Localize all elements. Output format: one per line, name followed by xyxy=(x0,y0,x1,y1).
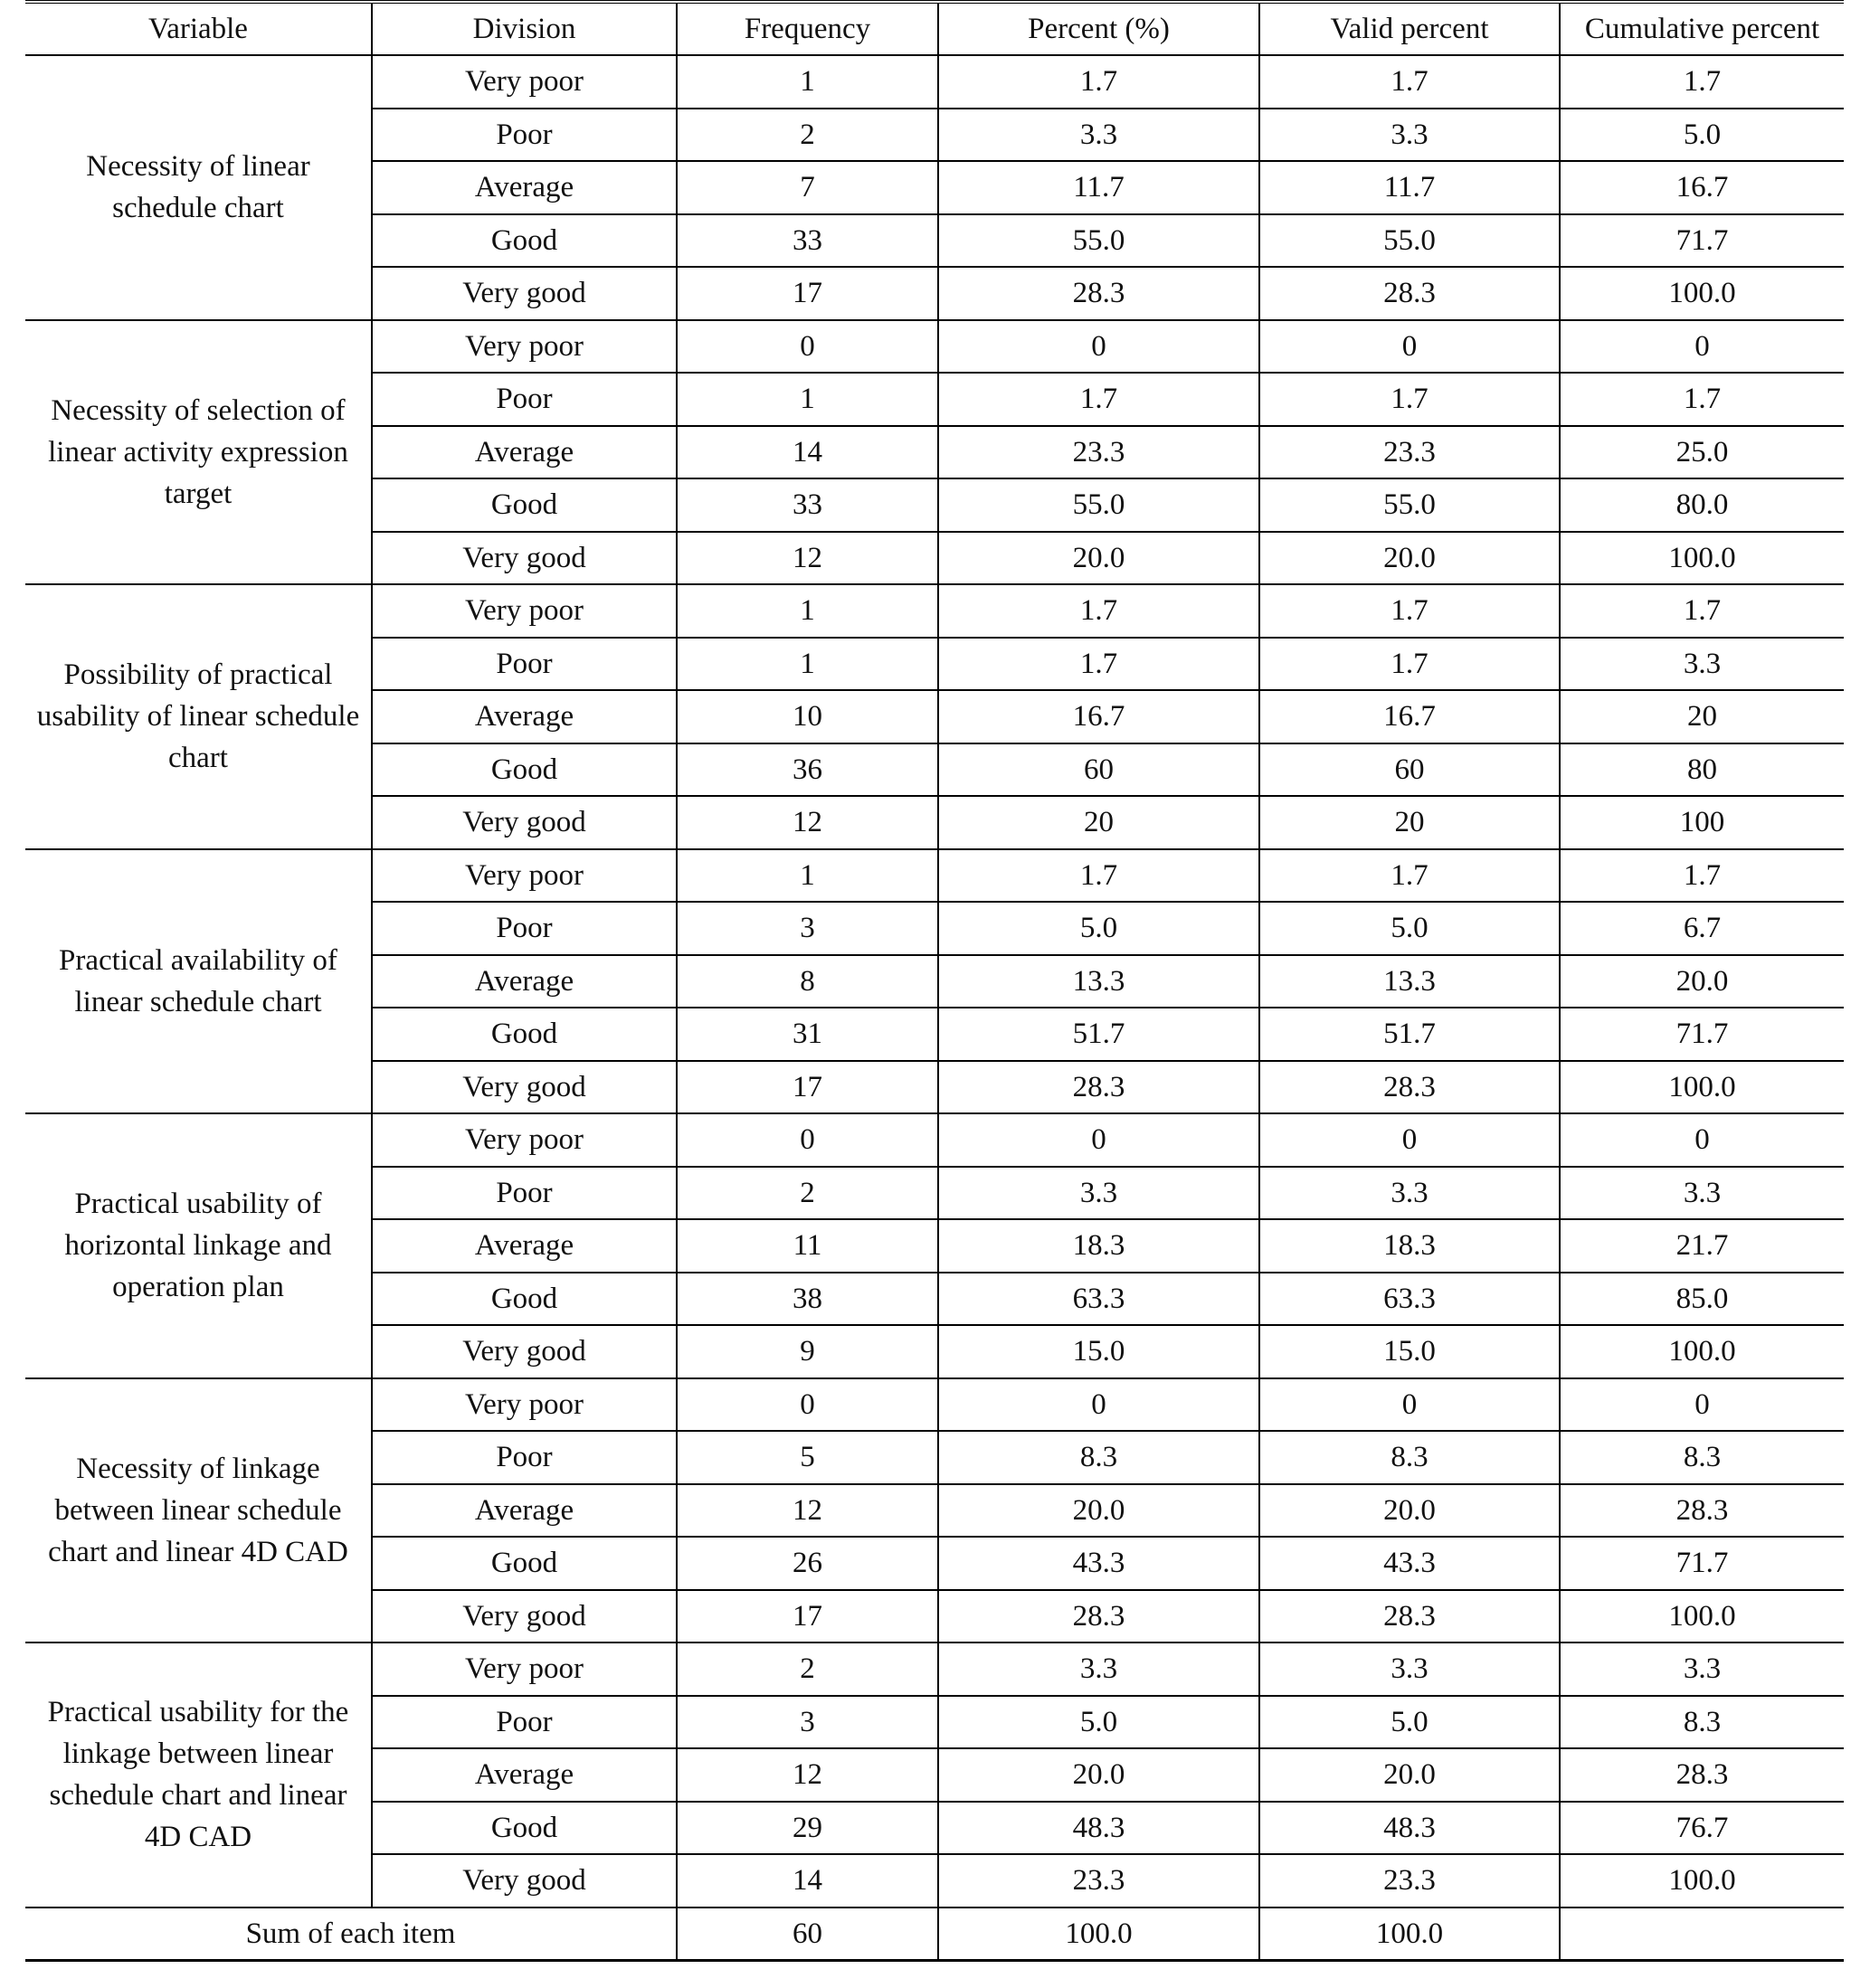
frequency-cell: 1 xyxy=(677,584,938,638)
frequency-cell: 10 xyxy=(677,690,938,743)
valid-percent-cell: 63.3 xyxy=(1259,1273,1560,1326)
division-cell: Very poor xyxy=(372,849,677,903)
cumulative-percent-cell: 0 xyxy=(1560,320,1844,374)
cumulative-percent-cell: 5.0 xyxy=(1560,109,1844,162)
percent-cell: 20.0 xyxy=(938,1484,1259,1538)
cumulative-percent-cell: 0 xyxy=(1560,1378,1844,1432)
percent-cell: 16.7 xyxy=(938,690,1259,743)
valid-percent-cell: 3.3 xyxy=(1259,109,1560,162)
valid-percent-cell: 1.7 xyxy=(1259,638,1560,691)
percent-cell: 63.3 xyxy=(938,1273,1259,1326)
frequency-cell: 8 xyxy=(677,955,938,1008)
cumulative-percent-cell: 71.7 xyxy=(1560,214,1844,268)
valid-percent-cell: 18.3 xyxy=(1259,1219,1560,1273)
cumulative-percent-cell: 25.0 xyxy=(1560,426,1844,479)
cumulative-percent-cell: 20.0 xyxy=(1560,955,1844,1008)
division-cell: Average xyxy=(372,1484,677,1538)
cumulative-percent-cell: 100.0 xyxy=(1560,532,1844,585)
division-cell: Very good xyxy=(372,267,677,320)
frequency-cell: 1 xyxy=(677,373,938,426)
table-row xyxy=(25,55,1844,109)
percent-cell: 0 xyxy=(938,1378,1259,1432)
frequency-cell: 12 xyxy=(677,1484,938,1538)
valid-percent-cell: 20.0 xyxy=(1259,1484,1560,1538)
percent-cell: 1.7 xyxy=(938,849,1259,903)
frequency-cell: 2 xyxy=(677,109,938,162)
percent-cell: 20 xyxy=(938,796,1259,849)
cumulative-percent-cell: 80.0 xyxy=(1560,478,1844,532)
cumulative-percent-cell: 100 xyxy=(1560,796,1844,849)
sum-percent: 100.0 xyxy=(938,1908,1259,1961)
valid-percent-cell: 1.7 xyxy=(1259,373,1560,426)
frequency-cell: 17 xyxy=(677,1061,938,1114)
division-cell: Poor xyxy=(372,373,677,426)
division-cell: Good xyxy=(372,478,677,532)
percent-cell: 55.0 xyxy=(938,478,1259,532)
percent-cell: 60 xyxy=(938,743,1259,797)
division-cell: Poor xyxy=(372,638,677,691)
variable-cell: Practical usability for the linkage between linear schedule chart and linear 4D CAD xyxy=(25,1642,372,1908)
percent-cell: 1.7 xyxy=(938,584,1259,638)
cumulative-percent-cell: 16.7 xyxy=(1560,161,1844,214)
division-cell: Good xyxy=(372,743,677,797)
valid-percent-cell: 15.0 xyxy=(1259,1325,1560,1378)
table-row xyxy=(25,1378,1844,1432)
valid-percent-cell: 0 xyxy=(1259,1378,1560,1432)
division-cell: Very good xyxy=(372,1854,677,1908)
division-cell: Very good xyxy=(372,1590,677,1643)
division-cell: Very good xyxy=(372,532,677,585)
valid-percent-cell: 8.3 xyxy=(1259,1431,1560,1484)
table-row xyxy=(25,1113,1844,1167)
division-cell: Poor xyxy=(372,1167,677,1220)
valid-percent-cell: 43.3 xyxy=(1259,1537,1560,1590)
frequency-cell: 1 xyxy=(677,55,938,109)
header-percent: Percent (%) xyxy=(938,2,1259,55)
header-frequency: Frequency xyxy=(677,2,938,55)
variable-cell: Possibility of practical usability of linear schedule chart xyxy=(25,584,372,849)
frequency-cell: 33 xyxy=(677,214,938,268)
variable-cell: Practical usability of horizontal linkage and operation plan xyxy=(25,1113,372,1378)
cumulative-percent-cell: 3.3 xyxy=(1560,638,1844,691)
table-row xyxy=(25,320,1844,374)
frequency-cell: 5 xyxy=(677,1431,938,1484)
division-cell: Poor xyxy=(372,902,677,955)
valid-percent-cell: 55.0 xyxy=(1259,478,1560,532)
frequency-cell: 3 xyxy=(677,1696,938,1749)
frequency-cell: 29 xyxy=(677,1802,938,1855)
cumulative-percent-cell: 85.0 xyxy=(1560,1273,1844,1326)
valid-percent-cell: 3.3 xyxy=(1259,1642,1560,1696)
division-cell: Good xyxy=(372,1537,677,1590)
valid-percent-cell: 48.3 xyxy=(1259,1802,1560,1855)
frequency-cell: 0 xyxy=(677,1378,938,1432)
division-cell: Good xyxy=(372,214,677,268)
sum-row xyxy=(25,1908,1844,1961)
division-cell: Very poor xyxy=(372,584,677,638)
division-cell: Average xyxy=(372,690,677,743)
cumulative-percent-cell: 21.7 xyxy=(1560,1219,1844,1273)
cumulative-percent-cell: 1.7 xyxy=(1560,55,1844,109)
table-body xyxy=(25,55,1844,1908)
valid-percent-cell: 1.7 xyxy=(1259,584,1560,638)
valid-percent-cell: 55.0 xyxy=(1259,214,1560,268)
variable-cell: Practical availability of linear schedule chart xyxy=(25,849,372,1114)
cumulative-percent-cell: 100.0 xyxy=(1560,1590,1844,1643)
valid-percent-cell: 13.3 xyxy=(1259,955,1560,1008)
division-cell: Very poor xyxy=(372,55,677,109)
variable-cell: Necessity of linkage between linear schedule chart and linear 4D CAD xyxy=(25,1378,372,1643)
division-cell: Poor xyxy=(372,109,677,162)
frequency-cell: 14 xyxy=(677,426,938,479)
percent-cell: 15.0 xyxy=(938,1325,1259,1378)
division-cell: Average xyxy=(372,955,677,1008)
frequency-cell: 2 xyxy=(677,1167,938,1220)
frequency-cell: 12 xyxy=(677,796,938,849)
division-cell: Very poor xyxy=(372,320,677,374)
table-header-row xyxy=(25,2,1844,55)
cumulative-percent-cell: 71.7 xyxy=(1560,1008,1844,1061)
sum-label: Sum of each item xyxy=(25,1908,677,1961)
percent-cell: 13.3 xyxy=(938,955,1259,1008)
cumulative-percent-cell: 20 xyxy=(1560,690,1844,743)
cumulative-percent-cell: 71.7 xyxy=(1560,1537,1844,1590)
cumulative-percent-cell: 100.0 xyxy=(1560,1061,1844,1114)
percent-cell: 28.3 xyxy=(938,267,1259,320)
valid-percent-cell: 1.7 xyxy=(1259,55,1560,109)
percent-cell: 28.3 xyxy=(938,1061,1259,1114)
frequency-cell: 7 xyxy=(677,161,938,214)
percent-cell: 18.3 xyxy=(938,1219,1259,1273)
percent-cell: 28.3 xyxy=(938,1590,1259,1643)
header-variable: Variable xyxy=(25,2,372,55)
valid-percent-cell: 51.7 xyxy=(1259,1008,1560,1061)
valid-percent-cell: 60 xyxy=(1259,743,1560,797)
percent-cell: 3.3 xyxy=(938,1642,1259,1696)
percent-cell: 1.7 xyxy=(938,638,1259,691)
sum-frequency: 60 xyxy=(677,1908,938,1961)
frequency-cell: 12 xyxy=(677,532,938,585)
division-cell: Very good xyxy=(372,1325,677,1378)
percent-cell: 20.0 xyxy=(938,532,1259,585)
division-cell: Very poor xyxy=(372,1642,677,1696)
cumulative-percent-cell: 6.7 xyxy=(1560,902,1844,955)
division-cell: Good xyxy=(372,1273,677,1326)
division-cell: Poor xyxy=(372,1431,677,1484)
valid-percent-cell: 20 xyxy=(1259,796,1560,849)
valid-percent-cell: 23.3 xyxy=(1259,426,1560,479)
division-cell: Average xyxy=(372,161,677,214)
cumulative-percent-cell: 1.7 xyxy=(1560,584,1844,638)
frequency-cell: 1 xyxy=(677,638,938,691)
frequency-cell: 1 xyxy=(677,849,938,903)
table-row xyxy=(25,584,1844,638)
cumulative-percent-cell: 8.3 xyxy=(1560,1696,1844,1749)
percent-cell: 23.3 xyxy=(938,1854,1259,1908)
cumulative-percent-cell: 100.0 xyxy=(1560,1854,1844,1908)
percent-cell: 20.0 xyxy=(938,1748,1259,1802)
header-division: Division xyxy=(372,2,677,55)
frequency-cell: 17 xyxy=(677,267,938,320)
cumulative-percent-cell: 76.7 xyxy=(1560,1802,1844,1855)
percent-cell: 11.7 xyxy=(938,161,1259,214)
frequency-cell: 0 xyxy=(677,320,938,374)
percent-cell: 8.3 xyxy=(938,1431,1259,1484)
cumulative-percent-cell: 3.3 xyxy=(1560,1642,1844,1696)
frequency-cell: 9 xyxy=(677,1325,938,1378)
percent-cell: 51.7 xyxy=(938,1008,1259,1061)
valid-percent-cell: 20.0 xyxy=(1259,1748,1560,1802)
percent-cell: 48.3 xyxy=(938,1802,1259,1855)
percent-cell: 0 xyxy=(938,320,1259,374)
cumulative-percent-cell: 3.3 xyxy=(1560,1167,1844,1220)
frequency-cell: 38 xyxy=(677,1273,938,1326)
valid-percent-cell: 5.0 xyxy=(1259,902,1560,955)
division-cell: Very poor xyxy=(372,1113,677,1167)
valid-percent-cell: 5.0 xyxy=(1259,1696,1560,1749)
cumulative-percent-cell: 100.0 xyxy=(1560,1325,1844,1378)
percent-cell: 23.3 xyxy=(938,426,1259,479)
header-cumulative-percent: Cumulative percent xyxy=(1560,2,1844,55)
division-cell: Average xyxy=(372,426,677,479)
valid-percent-cell: 0 xyxy=(1259,320,1560,374)
cumulative-percent-cell: 100.0 xyxy=(1560,267,1844,320)
division-cell: Very good xyxy=(372,796,677,849)
division-cell: Good xyxy=(372,1802,677,1855)
valid-percent-cell: 3.3 xyxy=(1259,1167,1560,1220)
frequency-cell: 31 xyxy=(677,1008,938,1061)
valid-percent-cell: 0 xyxy=(1259,1113,1560,1167)
cumulative-percent-cell: 80 xyxy=(1560,743,1844,797)
frequency-cell: 33 xyxy=(677,478,938,532)
cumulative-percent-cell: 1.7 xyxy=(1560,373,1844,426)
frequency-cell: 36 xyxy=(677,743,938,797)
sum-valid-percent: 100.0 xyxy=(1259,1908,1560,1961)
percent-cell: 5.0 xyxy=(938,902,1259,955)
valid-percent-cell: 20.0 xyxy=(1259,532,1560,585)
valid-percent-cell: 23.3 xyxy=(1259,1854,1560,1908)
division-cell: Poor xyxy=(372,1696,677,1749)
cumulative-percent-cell: 28.3 xyxy=(1560,1484,1844,1538)
table-row xyxy=(25,849,1844,903)
percent-cell: 55.0 xyxy=(938,214,1259,268)
valid-percent-cell: 28.3 xyxy=(1259,1061,1560,1114)
valid-percent-cell: 11.7 xyxy=(1259,161,1560,214)
percent-cell: 1.7 xyxy=(938,55,1259,109)
table-row xyxy=(25,1642,1844,1696)
percent-cell: 0 xyxy=(938,1113,1259,1167)
percent-cell: 3.3 xyxy=(938,1167,1259,1220)
variable-cell: Necessity of linear schedule chart xyxy=(25,55,372,320)
valid-percent-cell: 1.7 xyxy=(1259,849,1560,903)
frequency-cell: 14 xyxy=(677,1854,938,1908)
percent-cell: 3.3 xyxy=(938,109,1259,162)
valid-percent-cell: 28.3 xyxy=(1259,1590,1560,1643)
percent-cell: 5.0 xyxy=(938,1696,1259,1749)
frequency-table xyxy=(25,0,1844,1962)
frequency-cell: 12 xyxy=(677,1748,938,1802)
cumulative-percent-cell: 1.7 xyxy=(1560,849,1844,903)
cumulative-percent-cell: 0 xyxy=(1560,1113,1844,1167)
frequency-cell: 17 xyxy=(677,1590,938,1643)
division-cell: Very good xyxy=(372,1061,677,1114)
division-cell: Very poor xyxy=(372,1378,677,1432)
frequency-cell: 26 xyxy=(677,1537,938,1590)
cumulative-percent-cell: 28.3 xyxy=(1560,1748,1844,1802)
division-cell: Good xyxy=(372,1008,677,1061)
sum-cumulative-percent xyxy=(1560,1908,1844,1961)
division-cell: Average xyxy=(372,1219,677,1273)
frequency-cell: 2 xyxy=(677,1642,938,1696)
valid-percent-cell: 16.7 xyxy=(1259,690,1560,743)
frequency-cell: 11 xyxy=(677,1219,938,1273)
frequency-cell: 0 xyxy=(677,1113,938,1167)
cumulative-percent-cell: 8.3 xyxy=(1560,1431,1844,1484)
valid-percent-cell: 28.3 xyxy=(1259,267,1560,320)
division-cell: Average xyxy=(372,1748,677,1802)
percent-cell: 43.3 xyxy=(938,1537,1259,1590)
header-valid-percent: Valid percent xyxy=(1259,2,1560,55)
percent-cell: 1.7 xyxy=(938,373,1259,426)
variable-cell: Necessity of selection of linear activity expression target xyxy=(25,320,372,585)
frequency-cell: 3 xyxy=(677,902,938,955)
